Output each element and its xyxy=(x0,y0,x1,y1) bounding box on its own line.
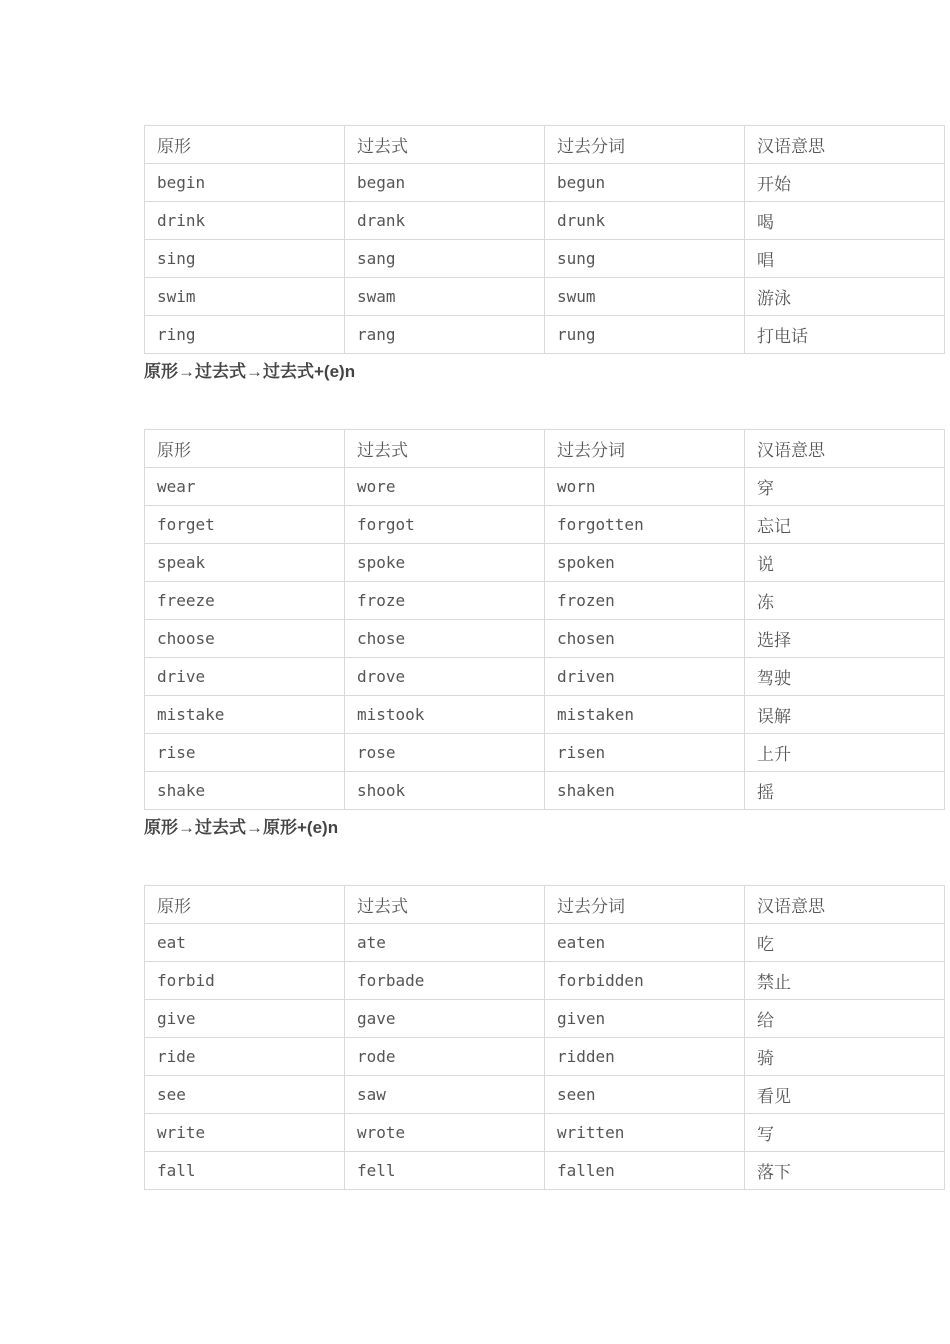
column-header: 原形 xyxy=(145,126,345,164)
table-row xyxy=(145,240,945,278)
table-row xyxy=(145,1038,945,1076)
past-tense-cell: saw xyxy=(345,1076,545,1114)
past-participle-cell: swum xyxy=(545,278,745,316)
meaning-cell: 禁止 xyxy=(745,962,945,1000)
meaning-cell: 忘记 xyxy=(745,506,945,544)
base-form-cell: mistake xyxy=(145,696,345,734)
past-tense-cell: forbade xyxy=(345,962,545,1000)
table-row xyxy=(145,316,945,354)
meaning-cell: 说 xyxy=(745,544,945,582)
meaning-cell: 驾驶 xyxy=(745,658,945,696)
meaning-cell: 打电话 xyxy=(745,316,945,354)
table-header-row xyxy=(145,430,945,468)
past-tense-cell: fell xyxy=(345,1152,545,1190)
past-tense-cell: gave xyxy=(345,1000,545,1038)
column-header: 过去分词 xyxy=(545,126,745,164)
past-participle-cell: fallen xyxy=(545,1152,745,1190)
base-form-cell: fall xyxy=(145,1152,345,1190)
past-participle-cell: drunk xyxy=(545,202,745,240)
meaning-cell: 骑 xyxy=(745,1038,945,1076)
base-form-cell: choose xyxy=(145,620,345,658)
meaning-cell: 给 xyxy=(745,1000,945,1038)
meaning-cell: 吃 xyxy=(745,924,945,962)
base-form-cell: eat xyxy=(145,924,345,962)
past-tense-cell: spoke xyxy=(345,544,545,582)
past-participle-cell: chosen xyxy=(545,620,745,658)
column-header: 过去式 xyxy=(345,430,545,468)
meaning-cell: 选择 xyxy=(745,620,945,658)
rule-heading: 原形→过去式→原形+(e)n xyxy=(144,818,339,837)
meaning-cell: 上升 xyxy=(745,734,945,772)
base-form-cell: begin xyxy=(145,164,345,202)
past-participle-cell: forbidden xyxy=(545,962,745,1000)
table-row xyxy=(145,164,945,202)
past-tense-cell: forgot xyxy=(345,506,545,544)
meaning-cell: 看见 xyxy=(745,1076,945,1114)
table-row xyxy=(145,544,945,582)
past-tense-cell: wrote xyxy=(345,1114,545,1152)
past-participle-cell: frozen xyxy=(545,582,745,620)
base-form-cell: sing xyxy=(145,240,345,278)
meaning-cell: 唱 xyxy=(745,240,945,278)
table-row xyxy=(145,1114,945,1152)
past-tense-cell: drank xyxy=(345,202,545,240)
base-form-cell: swim xyxy=(145,278,345,316)
past-participle-cell: sung xyxy=(545,240,745,278)
past-participle-cell: given xyxy=(545,1000,745,1038)
base-form-cell: drink xyxy=(145,202,345,240)
past-tense-cell: rose xyxy=(345,734,545,772)
past-participle-cell: rung xyxy=(545,316,745,354)
column-header: 汉语意思 xyxy=(745,126,945,164)
base-form-cell: shake xyxy=(145,772,345,810)
base-form-cell: ring xyxy=(145,316,345,354)
table-row xyxy=(145,506,945,544)
meaning-cell: 游泳 xyxy=(745,278,945,316)
column-header: 过去式 xyxy=(345,126,545,164)
base-form-cell: write xyxy=(145,1114,345,1152)
table-header-row xyxy=(145,886,945,924)
table-row xyxy=(145,1152,945,1190)
column-header: 汉语意思 xyxy=(745,430,945,468)
past-participle-cell: seen xyxy=(545,1076,745,1114)
past-participle-cell: shaken xyxy=(545,772,745,810)
column-header: 原形 xyxy=(145,886,345,924)
table-row xyxy=(145,468,945,506)
table-row xyxy=(145,658,945,696)
past-participle-cell: begun xyxy=(545,164,745,202)
meaning-cell: 落下 xyxy=(745,1152,945,1190)
past-participle-cell: written xyxy=(545,1114,745,1152)
base-form-cell: freeze xyxy=(145,582,345,620)
meaning-cell: 误解 xyxy=(745,696,945,734)
base-form-cell: see xyxy=(145,1076,345,1114)
past-tense-cell: rang xyxy=(345,316,545,354)
table-row xyxy=(145,734,945,772)
past-participle-cell: spoken xyxy=(545,544,745,582)
verb-table-1 xyxy=(144,125,945,354)
verb-table-3 xyxy=(144,885,945,1190)
past-tense-cell: rode xyxy=(345,1038,545,1076)
past-tense-cell: drove xyxy=(345,658,545,696)
meaning-cell: 穿 xyxy=(745,468,945,506)
table-row xyxy=(145,962,945,1000)
base-form-cell: forget xyxy=(145,506,345,544)
base-form-cell: wear xyxy=(145,468,345,506)
past-participle-cell: forgotten xyxy=(545,506,745,544)
base-form-cell: speak xyxy=(145,544,345,582)
base-form-cell: forbid xyxy=(145,962,345,1000)
past-tense-cell: mistook xyxy=(345,696,545,734)
column-header: 原形 xyxy=(145,430,345,468)
past-tense-cell: froze xyxy=(345,582,545,620)
table-row xyxy=(145,202,945,240)
base-form-cell: rise xyxy=(145,734,345,772)
past-tense-cell: sang xyxy=(345,240,545,278)
table-row xyxy=(145,278,945,316)
meaning-cell: 喝 xyxy=(745,202,945,240)
verb-table-2 xyxy=(144,429,945,810)
past-participle-cell: risen xyxy=(545,734,745,772)
table-row xyxy=(145,924,945,962)
meaning-cell: 开始 xyxy=(745,164,945,202)
base-form-cell: drive xyxy=(145,658,345,696)
past-tense-cell: wore xyxy=(345,468,545,506)
past-tense-cell: chose xyxy=(345,620,545,658)
meaning-cell: 摇 xyxy=(745,772,945,810)
meaning-cell: 冻 xyxy=(745,582,945,620)
past-participle-cell: eaten xyxy=(545,924,745,962)
meaning-cell: 写 xyxy=(745,1114,945,1152)
past-participle-cell: driven xyxy=(545,658,745,696)
table-row xyxy=(145,582,945,620)
past-participle-cell: ridden xyxy=(545,1038,745,1076)
past-tense-cell: swam xyxy=(345,278,545,316)
rule-heading: 原形→过去式→过去式+(e)n xyxy=(144,362,356,381)
past-participle-cell: mistaken xyxy=(545,696,745,734)
table-row xyxy=(145,1076,945,1114)
past-tense-cell: began xyxy=(345,164,545,202)
base-form-cell: ride xyxy=(145,1038,345,1076)
past-tense-cell: shook xyxy=(345,772,545,810)
table-row xyxy=(145,620,945,658)
table-header-row xyxy=(145,126,945,164)
column-header: 汉语意思 xyxy=(745,886,945,924)
column-header: 过去分词 xyxy=(545,886,745,924)
past-participle-cell: worn xyxy=(545,468,745,506)
past-tense-cell: ate xyxy=(345,924,545,962)
table-row xyxy=(145,1000,945,1038)
table-row xyxy=(145,696,945,734)
column-header: 过去式 xyxy=(345,886,545,924)
column-header: 过去分词 xyxy=(545,430,745,468)
base-form-cell: give xyxy=(145,1000,345,1038)
table-row xyxy=(145,772,945,810)
